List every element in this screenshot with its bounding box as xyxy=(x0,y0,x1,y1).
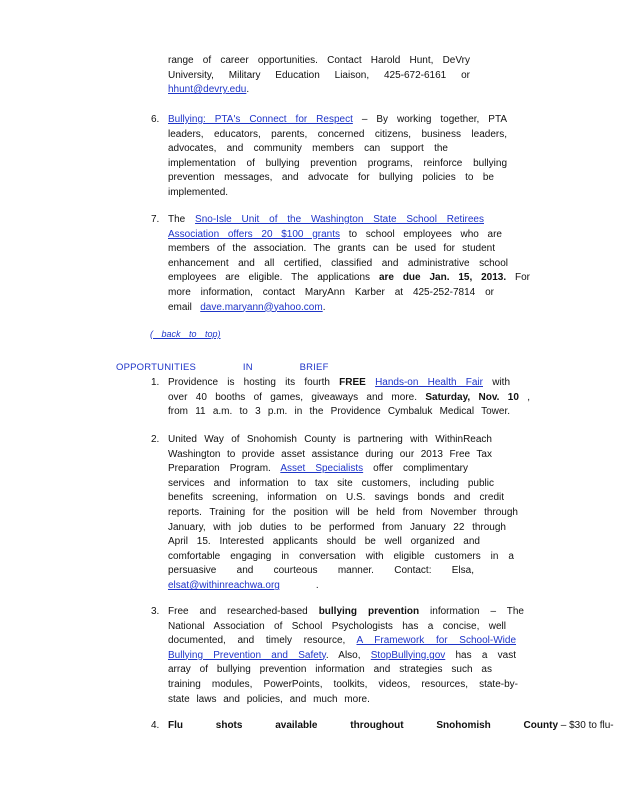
text-span: , xyxy=(527,391,531,403)
text-line: University, Military Education Liaison, 425-672-6161 or xyxy=(168,69,470,81)
text-line: United Way of Snohomish County is partnering with WithinReach xyxy=(168,434,492,445)
text-span: Preparation Program. xyxy=(168,463,271,475)
text-line: benefits screening, information on U.S. savings bonds and credit xyxy=(168,492,504,504)
text-span: to school employees who are xyxy=(348,228,502,240)
flu-shots-item xyxy=(168,719,614,734)
text-span: Providence is hosting its fourth xyxy=(168,377,330,388)
grants-item xyxy=(168,213,530,315)
text-line: Washington to provide asset assistance during our 2013 Free Tax xyxy=(168,448,492,460)
text-line: more information, contact MaryAnn Karber at 425-252-7814 or xyxy=(168,286,494,298)
text-line: implementation of bullying prevention programs, reinforce bullying xyxy=(168,157,507,169)
text-line: training modules, PowerPoints, toolkits, videos, resources, state-by- xyxy=(168,678,518,690)
item-number: 3. xyxy=(151,606,160,617)
text-span: with xyxy=(492,377,511,388)
text-line xyxy=(168,213,484,228)
health-fair-item xyxy=(168,376,531,420)
text-line: enhancement and all certified, classified and administrative school xyxy=(168,257,508,269)
tax-assistance-item xyxy=(168,433,518,594)
text-line: implemented. xyxy=(168,186,229,198)
item-number: 2. xyxy=(151,434,160,445)
text-line xyxy=(168,228,502,243)
text-line xyxy=(168,376,510,391)
text-line xyxy=(168,462,468,477)
item-number: 6. xyxy=(151,114,160,125)
item-number: 1. xyxy=(151,377,160,388)
email-link-hhunt[interactable]: hhunt@devry.edu xyxy=(168,84,247,96)
text-line: from 11 a.m. to 3 p.m. in the Providence Cymbaluk Medical Tower. xyxy=(168,406,510,418)
text-line: state laws and policies, and much more. xyxy=(168,693,370,705)
text-span: documented, and timely resource, xyxy=(168,635,346,647)
framework-link-cont[interactable]: Bullying Prevention and Safety xyxy=(168,649,326,661)
email-link-maryann[interactable]: dave.maryann@yahoo.com xyxy=(200,301,323,313)
pta-connect-link[interactable]: Bullying: PTA's Connect for Respect xyxy=(168,114,353,125)
text-tail: . xyxy=(322,301,326,313)
text-line: persuasive and courteous manner. Contact: Elsa, xyxy=(168,565,474,577)
text-span: has a vast xyxy=(455,649,516,661)
text-line: prevention messages, and advocate for bullying policies to be xyxy=(168,172,494,184)
text-line: members of the association. The grants can be used for student xyxy=(168,243,495,255)
text-line xyxy=(168,634,516,649)
text-span: over 40 booths of games, giveaways and more. xyxy=(168,391,417,403)
free-text: FREE xyxy=(339,377,366,388)
text-line xyxy=(168,391,530,406)
text-span: offer complimentary xyxy=(373,463,469,475)
text-span: For xyxy=(515,272,531,284)
career-item-continuation xyxy=(168,54,470,98)
text-line xyxy=(168,719,614,734)
section-title: OPPORTUNITIES IN BRIEF xyxy=(116,362,329,373)
stopbullying-link[interactable]: StopBullying.gov xyxy=(370,649,446,661)
event-date: Saturday, Nov. 10 xyxy=(425,391,519,403)
text-line: National Association of School Psychologists has a concise, well xyxy=(168,620,506,632)
text-tail: . xyxy=(315,579,319,591)
text-line xyxy=(168,301,530,316)
text-span: information – The xyxy=(430,606,524,617)
item-number: 4. xyxy=(151,720,160,731)
text-span: – $30 to flu- xyxy=(560,720,614,731)
sno-isle-grants-link-cont[interactable]: Association offers 20 $100 grants xyxy=(168,228,340,240)
back-to-top-link[interactable]: ( back to top) xyxy=(150,329,221,339)
bullying-item xyxy=(168,113,507,201)
text-span: email xyxy=(168,301,192,313)
deadline-text: are due Jan. 15, 2013. xyxy=(378,272,507,284)
text-line: April 15. Interested applicants should be well organized and xyxy=(168,536,480,548)
bold-topic: bullying prevention xyxy=(318,606,420,617)
text-span: – By working together, PTA xyxy=(361,114,507,125)
text-span: The xyxy=(168,214,186,225)
text-line: services and information to tax site customers, including public xyxy=(168,477,494,489)
text-span: employees are eligible. The applications xyxy=(168,272,371,284)
text-line: comfortable engaging in conversation with eligible customers in a xyxy=(168,550,514,562)
sno-isle-grants-link[interactable]: Sno-Isle Unit of the Washington State School Retirees xyxy=(195,214,484,225)
framework-link[interactable]: A Framework for School-Wide xyxy=(356,635,517,647)
text-line: January, with job duties to be performed from January 22 through xyxy=(168,521,506,533)
health-fair-link[interactable]: Hands-on Health Fair xyxy=(375,377,483,388)
bullying-info-item xyxy=(168,605,524,707)
text-line: advocates, and community members can support the xyxy=(168,143,448,155)
text-line: reports. Training for the position will be held from November through xyxy=(168,506,518,518)
text-line xyxy=(168,271,530,286)
flu-shots-heading: Flu shots available throughout Snohomish County xyxy=(168,720,558,731)
item-number: 7. xyxy=(151,214,160,225)
text-line xyxy=(168,83,470,98)
asset-specialists-link[interactable]: Asset Specialists xyxy=(280,463,364,475)
email-link-elsa[interactable]: elsat@withinreachwa.org xyxy=(168,579,280,591)
text-line: array of bullying prevention information and strategies such as xyxy=(168,664,492,676)
text-line xyxy=(168,113,507,128)
text-span: Free and researched-based xyxy=(168,606,308,617)
text-span: . Also, xyxy=(325,649,361,661)
text-line: leaders, educators, parents, concerned citizens, business leaders, xyxy=(168,128,507,140)
text-line xyxy=(168,605,524,620)
text-line xyxy=(168,649,516,664)
text-line xyxy=(168,579,492,594)
text-tail: . xyxy=(246,84,250,96)
back-to-top-wrap xyxy=(150,327,221,343)
text-line: range of career opportunities. Contact Harold Hunt, DeVry xyxy=(168,55,470,66)
